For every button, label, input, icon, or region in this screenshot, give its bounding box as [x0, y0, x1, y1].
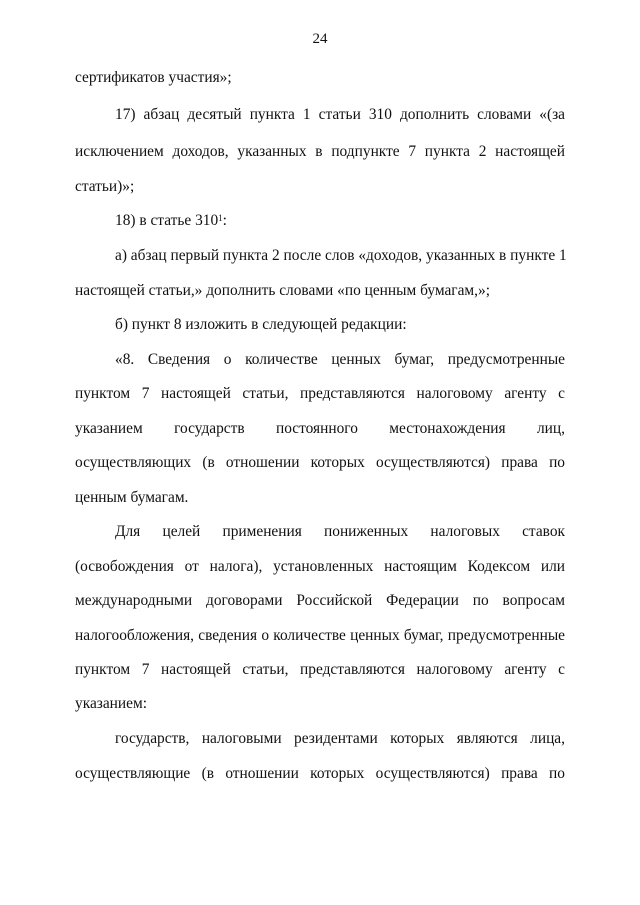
text-line: осуществляющих (в отношении которых осуществляются) права по: [75, 454, 565, 471]
text-line: указанием государств постоянного местонахождения лиц,: [75, 420, 565, 437]
text-line: [115, 211, 565, 231]
text-line: государств, налоговыми резидентами которых являются лица,: [115, 730, 565, 747]
text-line: пунктом 7 настоящей статьи, представляются налоговому агенту с: [75, 385, 565, 402]
text-line-tail: :: [222, 212, 227, 229]
text-line: «8. Сведения о количестве ценных бумаг, предусмотренные: [115, 351, 565, 368]
text-line: ценным бумагам.: [75, 489, 189, 506]
text-line: 17) абзац десятый пункта 1 статьи 310 дополнить словами «(за: [115, 106, 565, 123]
text-line: (освобождения от налога), установленных настоящим Кодексом или: [75, 558, 565, 575]
text-line: международными договорами Российской Федерации по вопросам: [75, 592, 565, 609]
text-line: статьи)»;: [75, 178, 135, 195]
text-line: указанием:: [75, 695, 148, 712]
text-line-main: 18) в статье 310: [115, 212, 219, 229]
text-line: исключением доходов, указанных в подпункте 7 пункта 2 настоящей: [75, 143, 565, 160]
text-line: а) абзац первый пункта 2 после слов «доходов, указанных в пункте 1: [115, 247, 567, 264]
text-line: осуществляющие (в отношении которых осуществляются) права по: [75, 765, 565, 782]
superscript: 1: [218, 213, 223, 223]
text-line: б) пункт 8 изложить в следующей редакции:: [115, 316, 407, 333]
page-number: 24: [312, 31, 328, 47]
text-line: налогообложения, сведения о количестве ценных бумаг, предусмотренные: [75, 627, 565, 644]
text-line: сертификатов участия»;: [75, 69, 232, 86]
text-line: настоящей статьи,» дополнить словами «по ценным бумагам,»;: [75, 282, 490, 299]
text-line: пунктом 7 настоящей статьи, представляются налоговому агенту с: [75, 661, 565, 678]
text-line: Для целей применения пониженных налоговых ставок: [115, 523, 565, 540]
